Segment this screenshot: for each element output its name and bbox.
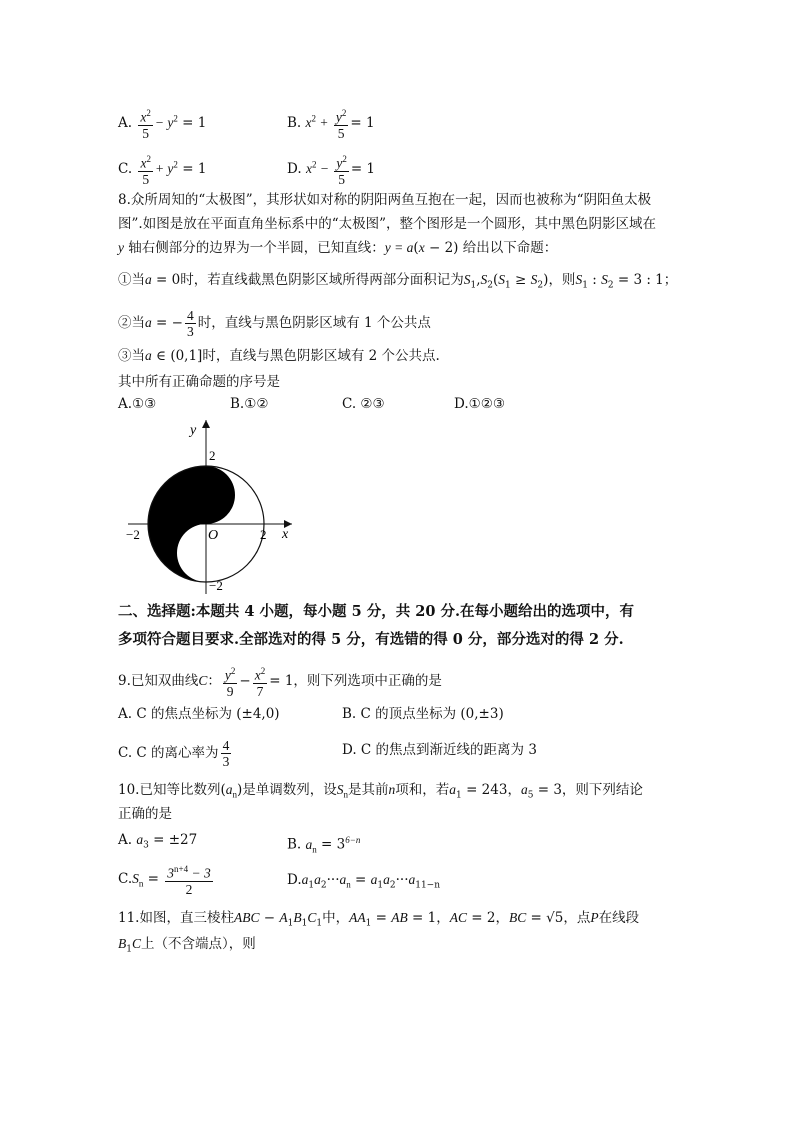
- q10-option-d: $D.a_1a_2\cdot\cdot\cdot a_n = a_1a_2\cdot\cdot\cdot a_{11-n}$: [287, 872, 441, 891]
- section2-line1: 二、选择题:本题共 4 小题，每小题 5 分，共 20 分.在每小题给出的选项中，有: [118, 603, 635, 620]
- q8-stem-line3: y 轴右侧部分的边界为一个半圆，已知直线：y = a(x − 2) 给出以下命题：: [118, 240, 558, 256]
- q9-stem: 9.已知双曲线C： $\frac{y^2}{9}$ − $\frac{x^2}{7}$ = 1，则下列选项中正确的是: [118, 666, 442, 699]
- q10-stem-line1: 10.已知等比数列$(a_n)$是单调数列，设$S_n$是其前n项和，若$a_1 = 243$，$a_5 = 3$，则下列结论: [118, 782, 643, 801]
- q9-option-d: D. C 的焦点到渐近线的距离为 3: [342, 742, 537, 758]
- taiji-figure: [120, 418, 300, 596]
- x-label: x: [282, 527, 289, 542]
- y-axis-arrow: [202, 420, 210, 428]
- q7-option-a: A. $\frac{x^2}{5}$ − $y^2 = 1$: [118, 108, 207, 141]
- q8-proposition-3: ③当a ∈ (0,1]时，直线与黑色阴影区域有 2 个公共点.: [118, 348, 440, 364]
- tick-left: −2: [126, 527, 140, 542]
- q10-stem-line2: 正确的是: [118, 806, 172, 822]
- q11-stem-line1: 11.如图，直三棱柱ABC − $A_1B_1C_1$中，$AA_1$ = AB = 1，AC = 2，BC = √5，点P在线段: [118, 910, 640, 929]
- y-label: y: [190, 423, 197, 438]
- q10-option-c: $C.S_n$ = $\frac{3^{n+4} - 3}{2}$: [118, 864, 211, 897]
- q8-option-c: C. ②③: [342, 396, 385, 412]
- q10-option-b: B. $a_n = 3^{6-n}$: [287, 835, 361, 855]
- q8-option-d: D.①②③: [454, 396, 505, 412]
- q8-proposition-2: ②当a = − $\frac{4}{3}$ 时，直线与黑色阴影区域有 1 个公共点: [118, 308, 431, 339]
- q7-option-c: C. $\frac{x^2}{5}$ + $y^2 = 1$: [118, 154, 207, 187]
- q8-option-a: A.①③: [118, 396, 157, 412]
- q8-ask: 其中所有正确命题的序号是: [118, 374, 280, 390]
- q10-option-a: A. $a_3 = \pm 27$: [118, 832, 198, 851]
- q8-stem-line2: 图”.如图是放在平面直角坐标系中的“太极图”，整个图形是一个圆形，其中黑色阴影区域在: [118, 216, 656, 232]
- section2-line2: 多项符合题目要求.全部选对的得 5 分，有选错的得 0 分，部分选对的得 2 分.: [118, 631, 624, 648]
- q11-stem-line2: $B_1C$上（不含端点），则: [118, 936, 256, 955]
- origin-label: O: [208, 528, 219, 543]
- tick-top: 2: [209, 448, 216, 463]
- q8-proposition-1: ①当a = 0时，若直线截黑色阴影区域所得两部分面积记为$S_1,S_2(S_1 \ge S_2)$，则$S_1$ : $S_2 = 3$ : 1；: [118, 272, 678, 291]
- q8-stem-line1: 8.众所周知的“太极图”，其形状如对称的阴阳两鱼互抱在一起，因而也被称为“阴阳鱼太极: [118, 192, 652, 208]
- q9-option-a: A. C 的焦点坐标为 (±4,0): [118, 706, 280, 722]
- q7-option-d: D. $x^2$ − $\frac{y^2}{5}$ = 1: [287, 154, 376, 187]
- q7-option-b: B. $x^2$ + $\frac{y^2}{5}$ = 1: [287, 108, 375, 141]
- q8-option-b: B.①②: [230, 396, 269, 412]
- q9-option-c: C. C 的离心率为 $\frac{4}{3}$: [118, 738, 230, 769]
- q9-option-b: B. C 的顶点坐标为 (0,±3): [342, 706, 504, 722]
- tick-bottom: −2: [209, 578, 223, 593]
- tick-right: 2: [260, 527, 267, 542]
